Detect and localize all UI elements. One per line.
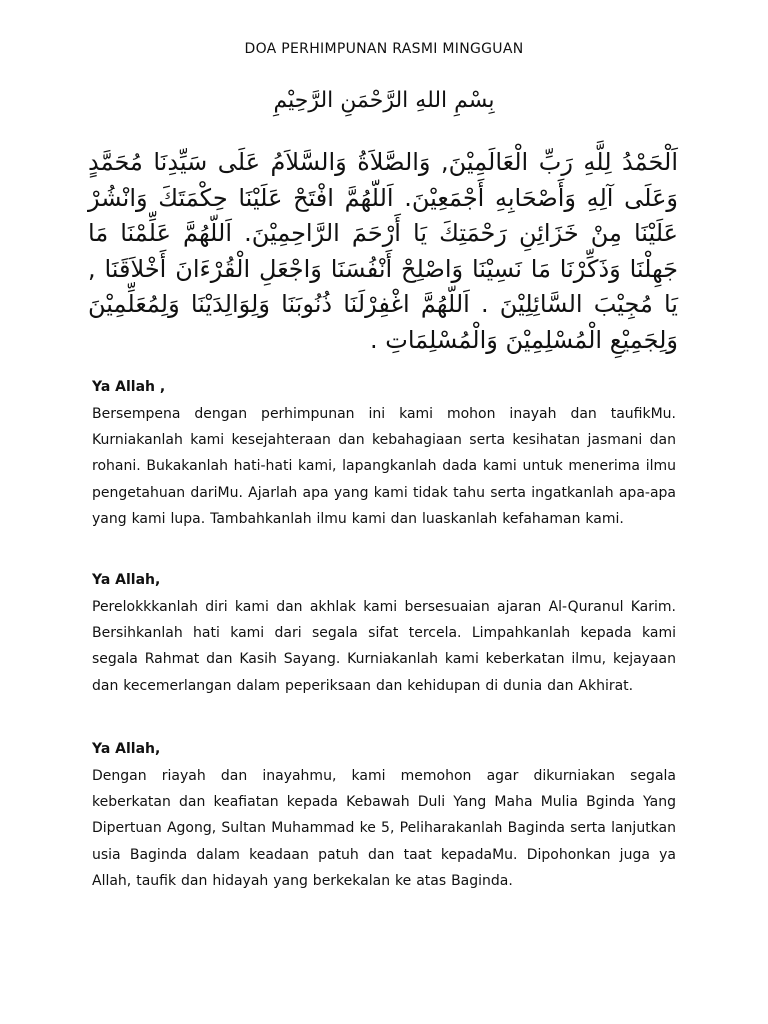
section-heading: Ya Allah, <box>92 741 161 757</box>
section-body: Dengan riayah dan inayahmu, kami memohon agar dikurniakan segala keberkatan dan keafiatan kepada Kebawah Duli Yang Maha Mulia Bginda Yang Dipertuan Agong, Sultan Muhammad ke 5, Peliharakanlah Baginda serta lanjutkan usia Baginda dalam keadaan patuh dan taat kepadaMu. Dipohonkan juga ya Allah, taufik dan hidayah yang berkekalan ke atas Baginda. <box>92 768 676 889</box>
section-heading: Ya Allah , <box>92 379 166 395</box>
prayer-section-2 <box>92 570 676 699</box>
section-body: Bersempena dengan perhimpunan ini kami mohon inayah dan taufikMu. Kurniakanlah kami kesejahteraan dan kebahagiaan serta kesihatan jasmani dan rohani. Bukakanlah hati-hati kami, lapangkanlah dada kami untuk menerima ilmu pengetahuan dariMu. Ajarlah apa yang kami tidak tahu serta ingatkanlah apa-apa yang kami lupa. Tambahkanlah ilmu kami dan luaskanlah kefahaman kami. <box>92 406 676 527</box>
prayer-section-3 <box>92 739 676 894</box>
section-body: Perelokkkanlah diri kami dan akhlak kami bersesuaian ajaran Al-Quranul Karim. Bersihkanlah hati kami dari segala sifat tercela. Limpahkanlah kepada kami segala Rahmat dan Kasih Sayang. Kurniakanlah kami keberkatan ilmu, kejayaan dan kecemerlangan dalam peperiksaan dan kehidupan di dunia dan Akhirat. <box>92 599 676 694</box>
page-title: DOA PERHIMPUNAN RASMI MINGGUAN <box>244 41 524 57</box>
bismillah-line: بِسْمِ اللهِ الرَّحْمَنِ الرَّحِيْمِ <box>273 88 495 113</box>
section-heading: Ya Allah, <box>92 572 161 588</box>
arabic-prayer-text: اَلْحَمْدُ لِلَّهِ رَبِّ الْعَالَمِيْنَ, وَالصَّلاَةُ وَالسَّلاَمُ عَلَى سَيِّدِنَا مُحَمَّدٍ وَعَلَى آلِهِ وَأَصْحَابِهِ أَجْمَعِيْنَ. اَللّهُمَّ افْتَحْ عَلَيْنَا حِكْمَتَكَ وَانْشُرْ عَلَيْنَا مِنْ خَزَائِنِ رَحْمَتِكَ يَا أَرْحَمَ الرَّاحِمِيْنَ. اَللّهُمَّ عَلِّمْنَا مَا جَهِلْنَا وَذَكِّرْنَا مَا نَسِيْنَا وَاصْلِحْ أَنْفُسَنَا وَاجْعَلِ الْقُرْءَانَ أَخْلاَقَنَا , يَا مُجِيْبَ السَّائِلِيْنَ . اَللّهُمَّ اغْفِرْلَنَا ذُنُوبَنَا وَلِوَالِدَيْنَا وَلِمُعَلِّمِيْنَ وَلِجَمِيْعِ الْمُسْلِمِيْنَ وَالْمُسْلِمَاتِ . <box>88 148 678 354</box>
prayer-section-1 <box>92 377 676 532</box>
